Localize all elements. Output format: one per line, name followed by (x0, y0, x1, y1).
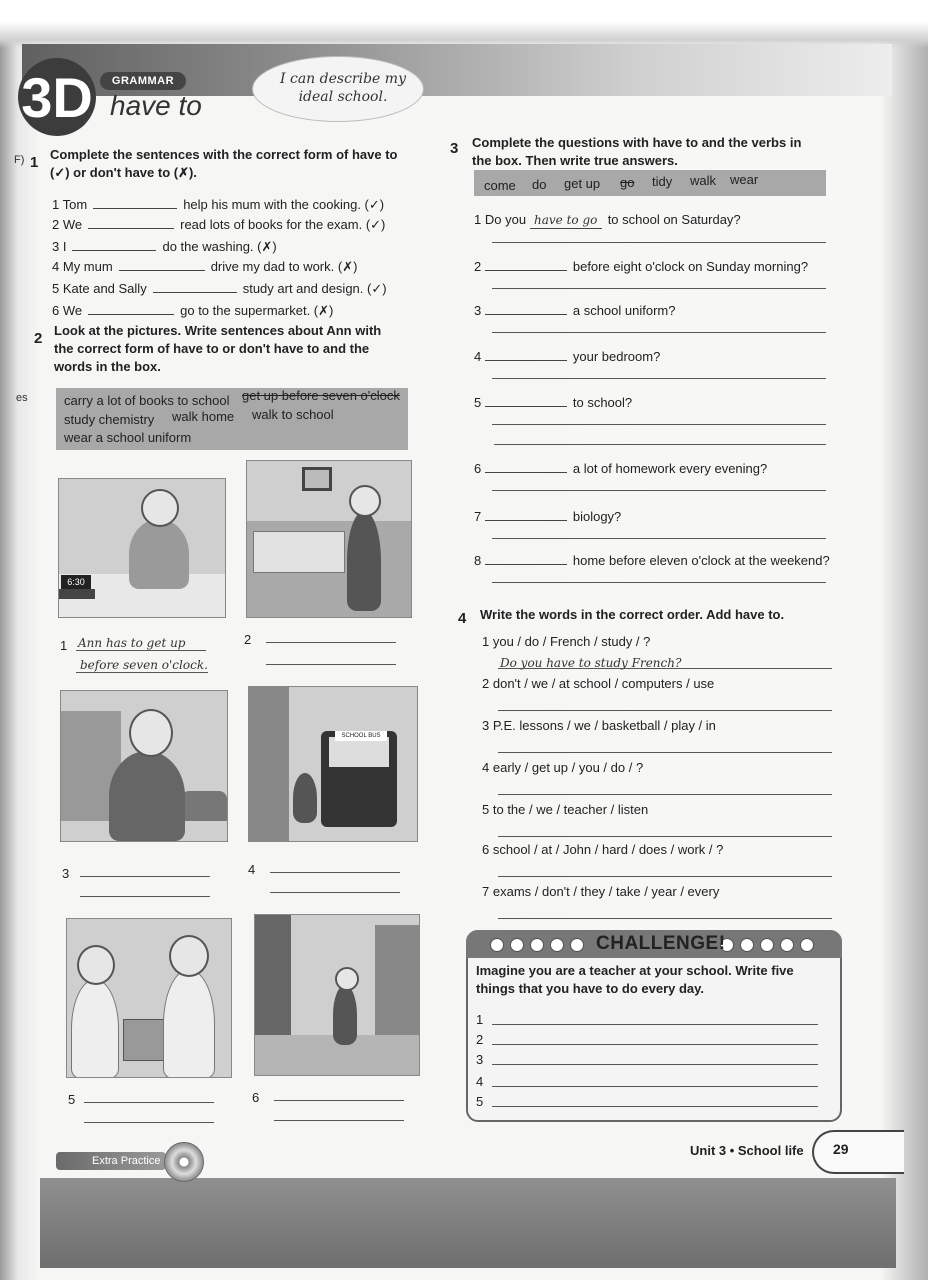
answer-blank[interactable] (153, 280, 237, 293)
dot-icon (550, 938, 564, 952)
answer-blank[interactable] (93, 196, 177, 209)
line-number: 5 (476, 1094, 484, 1109)
item-end: to school? (572, 395, 633, 410)
answer-blank[interactable] (119, 258, 205, 271)
item-start: Tom (62, 197, 88, 212)
answer-line[interactable] (492, 1044, 818, 1045)
exercise-1-item (52, 302, 333, 319)
exercise-2-word-box (56, 388, 408, 450)
item-start: We (62, 303, 83, 318)
exercise-4-item (482, 842, 723, 858)
page-number-tab (812, 1130, 904, 1174)
item-number: 7 (482, 884, 490, 899)
item-number: 6 (52, 303, 60, 318)
item-number: 4 (482, 760, 490, 775)
picture-walking-street (254, 914, 420, 1076)
dot-icon (800, 938, 814, 952)
item-end: your bedroom? (572, 349, 661, 364)
exercise-4-item (482, 760, 643, 776)
box-word: walk to school (252, 407, 334, 422)
answer-line[interactable] (492, 1024, 818, 1025)
exercise-4-item (482, 884, 719, 900)
dot-icon (490, 938, 504, 952)
exercise-1-item (52, 196, 384, 213)
answer-line[interactable] (492, 1086, 818, 1087)
item-end: a lot of homework every evening? (572, 461, 768, 476)
line-number: 1 (476, 1012, 484, 1027)
picture-number: 6 (252, 1090, 260, 1105)
box-word: carry a lot of books to school (64, 393, 230, 408)
exercise-4-item (482, 676, 714, 692)
exercise-4-item (482, 802, 648, 818)
answer-line[interactable] (492, 582, 826, 583)
extra-practice-label: Extra Practice (56, 1152, 166, 1170)
item-number: 3 (52, 239, 60, 254)
item-number: 6 (482, 842, 490, 857)
item-end: biology? (572, 509, 622, 524)
answer-blank[interactable] (72, 238, 156, 251)
item-end: drive my dad to work. (✗) (210, 259, 358, 274)
item-end: before eight o'clock on Sunday morning? (572, 259, 809, 274)
challenge-instruction: Imagine you are a teacher at your school. Write five things that you have to do every day. (476, 963, 794, 996)
item-number: 1 (52, 197, 60, 212)
item-number: 4 (474, 349, 482, 364)
dot-icon (570, 938, 584, 952)
answer-line[interactable] (492, 332, 826, 333)
item-number: 3 (482, 718, 490, 733)
answer-line[interactable] (492, 424, 826, 425)
answer-line[interactable] (498, 918, 832, 919)
item-end: read lots of books for the exam. (✓) (180, 217, 386, 232)
item-number: 6 (474, 461, 482, 476)
item-number: 5 (52, 281, 60, 296)
answer-blank[interactable] (485, 552, 567, 565)
item-start: We (62, 217, 83, 232)
picture-boy-carrying-books (60, 690, 228, 842)
word-prompt: to the / we / teacher / listen (492, 802, 649, 817)
answer-blank[interactable] (485, 508, 567, 521)
item-number: 4 (52, 259, 60, 274)
item-end: go to the supermarket. (✗) (180, 303, 334, 318)
word-prompt: you / do / French / study / ? (492, 634, 651, 649)
answer-line[interactable] (498, 836, 832, 837)
page-edge-shadow (0, 0, 928, 48)
line-number: 2 (476, 1032, 484, 1047)
item-number: 5 (474, 395, 482, 410)
item-number: 1 (482, 634, 490, 649)
item-number: 8 (474, 553, 482, 568)
exercise-4-instruction: Write the words in the correct order. Add have to. (480, 607, 785, 622)
dot-icon (530, 938, 544, 952)
exercise-4-item (482, 634, 650, 650)
exercise-4-item (482, 718, 716, 734)
challenge-title: CHALLENGE! (596, 933, 726, 954)
exercise-1-item (52, 216, 385, 233)
box-word: walk home (172, 409, 235, 424)
challenge-box (466, 930, 842, 1122)
box-word: do (532, 177, 547, 192)
exercise-3-item (474, 212, 741, 229)
exercise-1-item (52, 280, 387, 297)
picture-bedroom (246, 460, 412, 618)
item-end: to school on Saturday? (607, 212, 741, 227)
answer-line[interactable] (492, 378, 826, 379)
example-answer: Ann has to get up (78, 636, 186, 650)
box-word: walk (690, 173, 717, 188)
box-word: tidy (652, 174, 673, 189)
dot-icon (510, 938, 524, 952)
item-number: 5 (482, 802, 490, 817)
picture-chemistry-lab (66, 918, 232, 1078)
answer-blank[interactable] (88, 216, 174, 229)
picture-waking-up (58, 478, 226, 618)
cd-icon (164, 1142, 204, 1182)
box-word: study chemistry (64, 412, 155, 427)
answer-line[interactable] (492, 490, 826, 491)
exercise-3-item (474, 460, 767, 477)
answer-blank[interactable] (485, 302, 567, 315)
dot-icon (780, 938, 794, 952)
example-answer: Do you have to study French? (500, 656, 682, 670)
item-end: home before eleven o'clock at the weekend? (572, 553, 830, 568)
page-number: 29 (833, 1141, 849, 1157)
item-end: help his mum with the cooking. (✓) (183, 197, 385, 212)
lesson-title: have to (110, 90, 202, 121)
item-start: Do you (484, 212, 527, 227)
answer-line[interactable] (492, 1064, 818, 1065)
exercise-1-instruction: Complete the sentences with the correct form of have to (✓) or don't have to (✗). (50, 147, 398, 180)
picture-number: 5 (68, 1092, 76, 1107)
item-number: 2 (52, 217, 60, 232)
answer-line[interactable] (498, 876, 832, 877)
alarm-clock-icon: 6:30 (61, 575, 91, 589)
answer-blank[interactable] (485, 460, 567, 473)
exercise-3-item (474, 258, 808, 275)
box-word: get up (564, 176, 601, 191)
item-start: Kate and Sally (62, 281, 147, 296)
answer-line[interactable] (498, 710, 832, 711)
exercise-3-item (474, 394, 632, 411)
answer-blank[interactable] (88, 302, 174, 315)
bus-sign: SCHOOL BUS (335, 731, 387, 741)
margin-tab-text: F) (14, 154, 25, 166)
answer-blank[interactable] (485, 258, 567, 271)
item-end: study art and design. (✓) (242, 281, 387, 296)
answer-line[interactable] (492, 288, 826, 289)
dot-icon (760, 938, 774, 952)
item-number: 7 (474, 509, 482, 524)
word-prompt: school / at / John / hard / does / work / ? (492, 842, 724, 857)
item-start: My mum (62, 259, 113, 274)
box-word: get up before seven o'clock (242, 388, 400, 403)
line-number: 3 (476, 1052, 484, 1067)
exercise-3-instruction: Complete the questions with have to and the verbs in the box. Then write true answers. (472, 135, 802, 168)
word-prompt: don't / we / at school / computers / use (492, 676, 715, 691)
answer-line[interactable] (492, 538, 826, 539)
box-word: go (620, 175, 635, 190)
unit-badge: 3D (18, 58, 96, 136)
margin-tab-text: es (16, 392, 28, 404)
exercise-number: 4 (458, 610, 467, 627)
exercise-3-word-box (474, 170, 826, 196)
line-number: 4 (476, 1074, 484, 1089)
answer-blank[interactable] (485, 394, 567, 407)
word-prompt: early / get up / you / do / ? (492, 760, 644, 775)
item-number: 3 (474, 303, 482, 318)
exercise-3-item (474, 508, 621, 525)
box-word: wear a school uniform (64, 430, 192, 445)
dot-icon (740, 938, 754, 952)
picture-number: 1 (60, 638, 68, 653)
answer-line[interactable] (494, 444, 826, 445)
item-number: 1 (474, 212, 482, 227)
grammar-label: GRAMMAR (100, 72, 186, 90)
picture-number: 4 (248, 862, 256, 877)
example-answer: before seven o'clock. (80, 658, 208, 672)
exercise-number: 1 (30, 154, 39, 171)
word-prompt: P.E. lessons / we / basketball / play / in (492, 718, 716, 733)
unit-label: Unit 3 • School life (690, 1143, 804, 1158)
word-prompt: exams / don't / they / take / year / every (492, 884, 720, 899)
exercise-1-item (52, 238, 277, 255)
exercise-1-item (52, 258, 357, 275)
exercise-3-item (474, 552, 830, 569)
exercise-number: 2 (34, 330, 43, 347)
answer-line[interactable] (498, 752, 832, 753)
item-end: a school uniform? (572, 303, 676, 318)
picture-school-bus (248, 686, 418, 842)
answer-line[interactable] (492, 242, 826, 243)
can-do-statement: I can describe my ideal school. (280, 71, 406, 105)
example-answer: have to go (530, 212, 602, 229)
exercise-2-instruction: Look at the pictures. Write sentences about Ann with the correct form of have to or don't have to and the words in the box. (54, 323, 382, 374)
box-word: come (484, 178, 516, 193)
exercise-number: 3 (450, 140, 459, 157)
item-number: 2 (474, 259, 482, 274)
answer-blank[interactable] (485, 348, 567, 361)
footer-band (40, 1178, 896, 1268)
exercise-3-item (474, 302, 675, 319)
picture-number: 3 (62, 866, 70, 881)
item-end: do the washing. (✗) (162, 239, 277, 254)
picture-frame-icon (302, 467, 332, 491)
exercise-3-item (474, 348, 660, 365)
answer-line[interactable] (492, 1106, 818, 1107)
answer-line[interactable] (498, 668, 832, 669)
box-word: wear (730, 172, 759, 187)
item-number: 2 (482, 676, 490, 691)
picture-number: 2 (244, 632, 252, 647)
answer-line[interactable] (498, 794, 832, 795)
item-start: I (62, 239, 67, 254)
